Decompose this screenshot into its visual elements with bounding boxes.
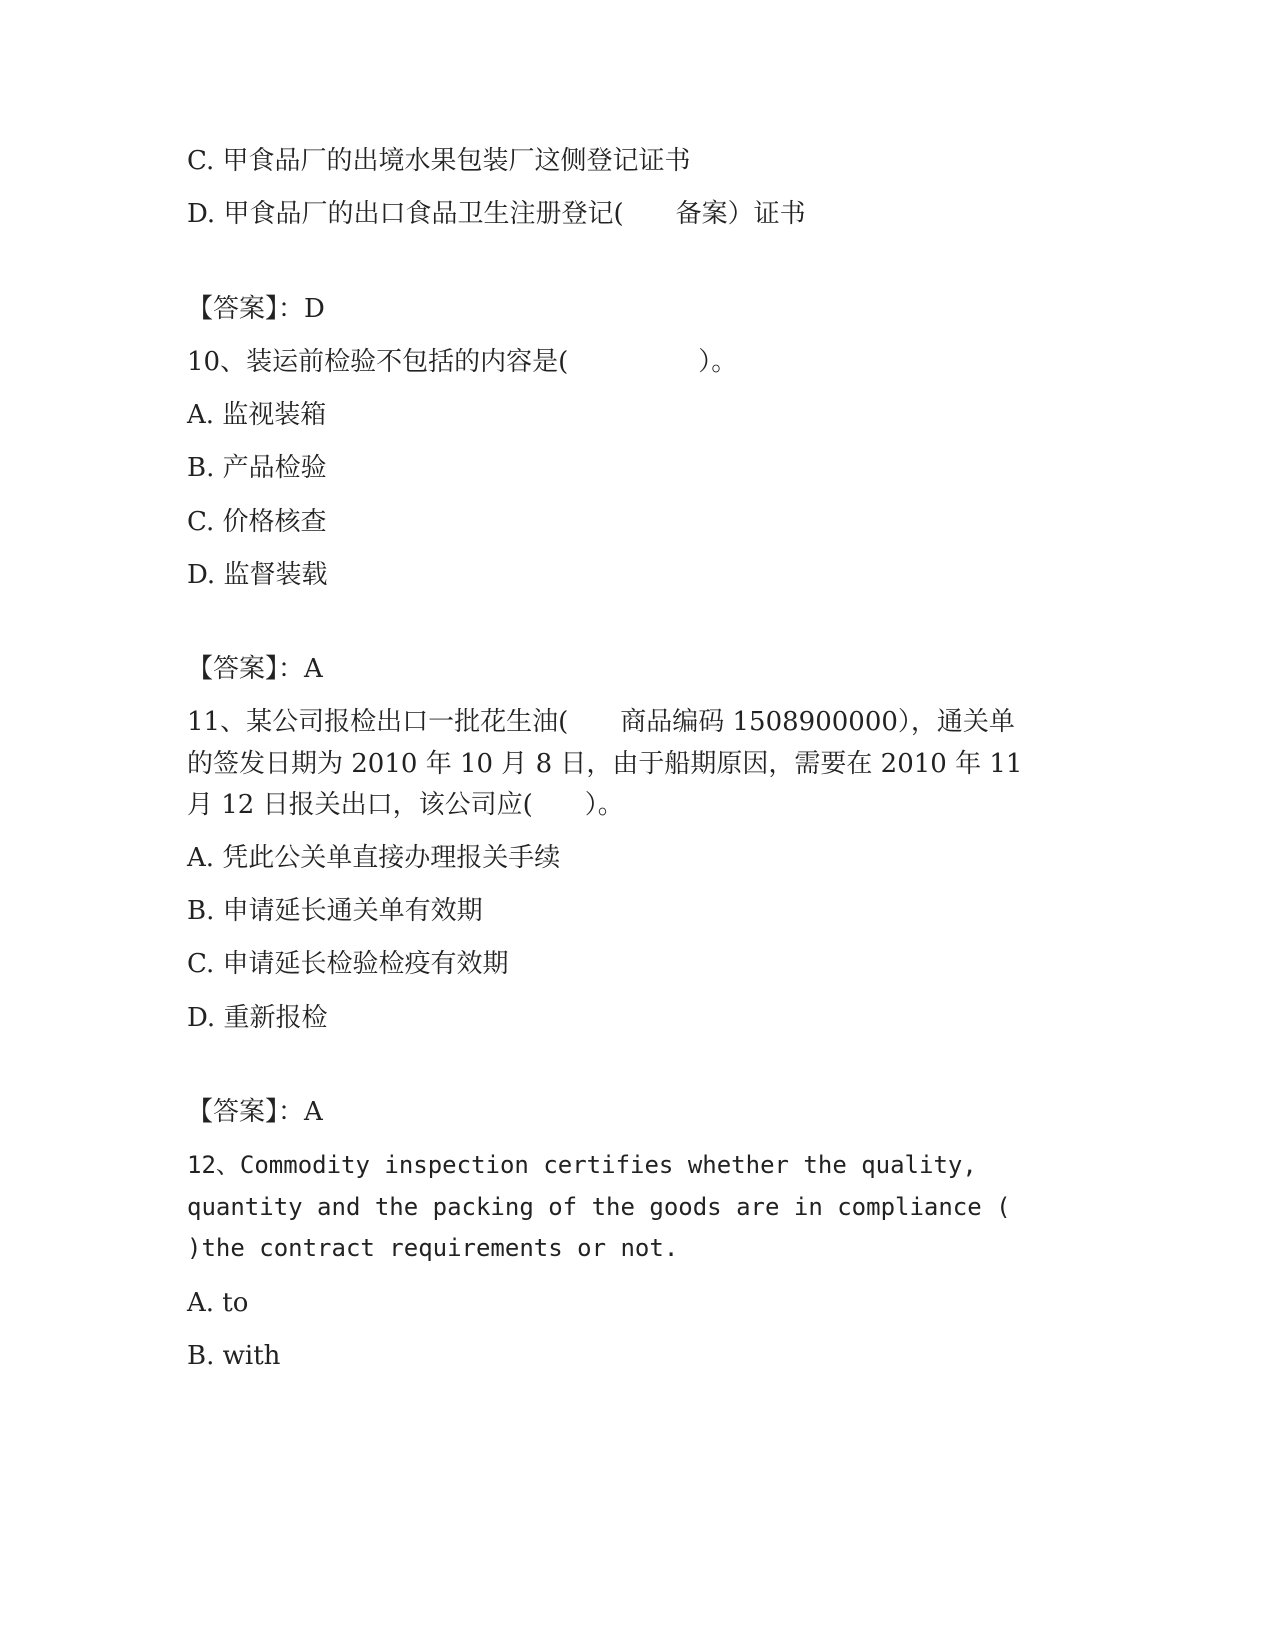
question-12-stem-line-1: 12、Commodity inspection certifies whether the quality, [187, 1151, 977, 1179]
question-11-stem-line-3: 月 12 日报关出口，该公司应( ）。 [187, 790, 624, 820]
question-11-option-a: A. 凭此公关单直接办理报关手续 [187, 843, 561, 873]
prev-question-option-c: C. 甲食品厂的出境水果包装厂这侧登记证书 [187, 146, 691, 176]
question-11-option-b: B. 申请延长通关单有效期 [187, 896, 483, 926]
question-12-option-b: B. with [187, 1341, 281, 1371]
question-10-option-c: C. 价格核查 [187, 507, 327, 537]
question-11-stem-line-2: 的签发日期为 2010 年 10 月 8 日，由于船期原因，需要在 2010 年 11 [187, 749, 1023, 779]
question-12-stem-line-2: quantity and the packing of the goods are in compliance ( [187, 1193, 1011, 1221]
question-12-option-a: A. to [187, 1288, 249, 1318]
prev-question-option-d: D. 甲食品厂的出口食品卫生注册登记( 备案）证书 [187, 199, 806, 229]
question-10-option-d: D. 监督装载 [187, 560, 328, 590]
question-12-stem-line-3: )the contract requirements or not. [187, 1234, 679, 1262]
question-11-stem-line-1: 11、某公司报检出口一批花生油( 商品编码 1508900000），通关单 [187, 707, 1015, 737]
prev-question-answer: 【答案】：D [187, 294, 325, 324]
question-10-option-a: A. 监视装箱 [187, 400, 327, 430]
question-11-option-c: C. 申请延长检验检疫有效期 [187, 949, 509, 979]
question-10-answer: 【答案】：A [187, 654, 323, 684]
question-10-option-b: B. 产品检验 [187, 453, 327, 483]
question-10-stem: 10、装运前检验不包括的内容是( ）。 [187, 347, 738, 377]
question-11-answer: 【答案】：A [187, 1097, 323, 1127]
question-11-option-d: D. 重新报检 [187, 1003, 328, 1033]
